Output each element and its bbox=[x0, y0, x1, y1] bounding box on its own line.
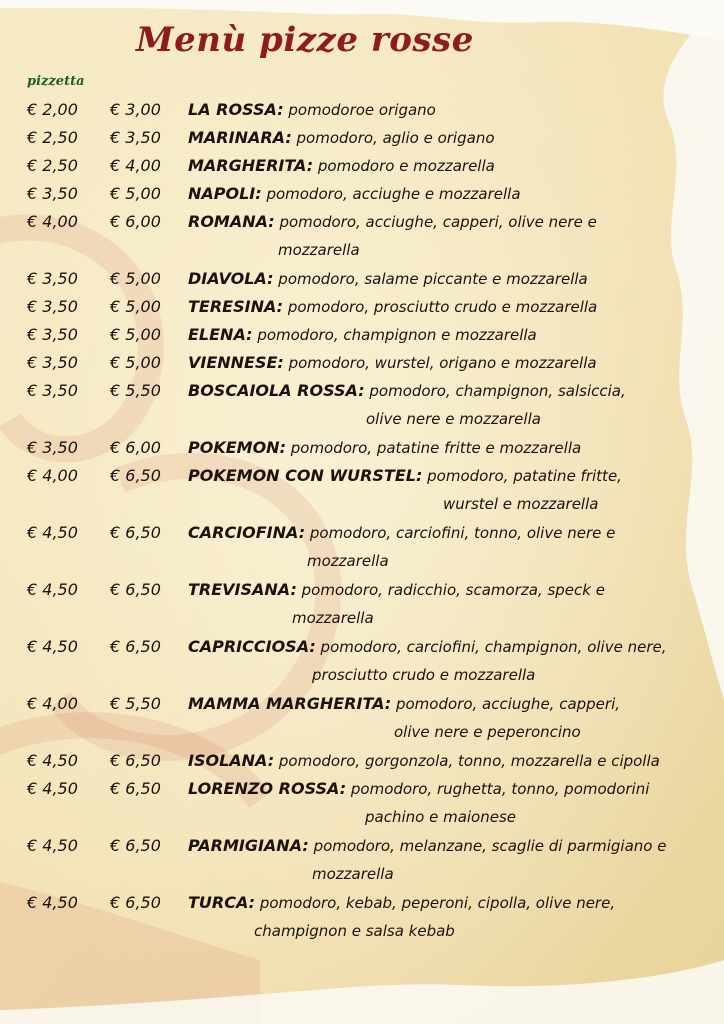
price-large: € 3,00 bbox=[110, 100, 161, 119]
pizza-ingredients: pomodoro, radicchio, scamorza, speck e bbox=[301, 581, 605, 599]
pizza-ingredients-continued: wurstel e mozzarella bbox=[443, 495, 599, 513]
menu-item bbox=[188, 836, 666, 856]
menu-item bbox=[188, 184, 521, 204]
price-small: € 4,50 bbox=[27, 523, 78, 542]
price-column-header: pizzetta bbox=[27, 74, 85, 89]
pizza-ingredients-continued: pachino e maionese bbox=[365, 808, 517, 826]
price-small: € 4,50 bbox=[27, 637, 78, 656]
price-small: € 3,50 bbox=[27, 381, 78, 400]
pizza-name: CAPRICCIOSA: bbox=[188, 637, 316, 656]
price-large: € 6,50 bbox=[110, 637, 161, 656]
menu-item bbox=[188, 325, 537, 345]
menu-item bbox=[188, 269, 588, 289]
pizza-ingredients-continued: mozzarella bbox=[292, 609, 374, 627]
pizza-name: NAPOLI: bbox=[188, 184, 262, 203]
pizza-ingredients-continued: champignon e salsa kebab bbox=[254, 922, 455, 940]
menu-item bbox=[188, 297, 597, 317]
pizza-ingredients-continued: prosciutto crudo e mozzarella bbox=[312, 666, 536, 684]
price-small: € 3,50 bbox=[27, 297, 78, 316]
price-small: € 2,50 bbox=[27, 156, 78, 175]
pizza-ingredients: pomodoro, gorgonzola, tonno, mozzarella e cipolla bbox=[278, 752, 660, 770]
menu-item bbox=[188, 523, 615, 543]
pizza-ingredients: pomodoro, salame piccante e mozzarella bbox=[278, 270, 588, 288]
menu-item bbox=[188, 637, 667, 657]
pizza-ingredients: pomodoro, melanzane, scaglie di parmigiano e bbox=[313, 837, 667, 855]
price-large: € 6,50 bbox=[110, 836, 161, 855]
pizza-name: POKEMON: bbox=[188, 438, 286, 457]
pizza-ingredients: pomodoroe origano bbox=[288, 101, 436, 119]
price-small: € 4,50 bbox=[27, 751, 78, 770]
menu-item bbox=[188, 381, 626, 401]
price-large: € 5,00 bbox=[110, 297, 161, 316]
pizza-name: BOSCAIOLA ROSSA: bbox=[188, 381, 365, 400]
menu-item bbox=[188, 100, 436, 120]
pizza-name: ELENA: bbox=[188, 325, 253, 344]
price-small: € 4,50 bbox=[27, 836, 78, 855]
price-small: € 3,50 bbox=[27, 269, 78, 288]
price-large: € 4,00 bbox=[110, 156, 161, 175]
price-large: € 5,50 bbox=[110, 381, 161, 400]
pizza-name: TERESINA: bbox=[188, 297, 284, 316]
price-small: € 4,00 bbox=[27, 466, 78, 485]
price-small: € 3,50 bbox=[27, 353, 78, 372]
price-small: € 4,50 bbox=[27, 580, 78, 599]
pizza-ingredients-continued: mozzarella bbox=[278, 241, 360, 259]
menu-title: Menù pizze rosse bbox=[136, 20, 474, 60]
pizza-name: LORENZO ROSSA: bbox=[188, 779, 347, 798]
pizza-name: MAMMA MARGHERITA: bbox=[188, 694, 392, 713]
menu-item bbox=[188, 694, 620, 714]
pizza-ingredients: pomodoro, aglio e origano bbox=[296, 129, 495, 147]
pizza-name: TURCA: bbox=[188, 893, 256, 912]
price-small: € 2,00 bbox=[27, 100, 78, 119]
pizza-ingredients: pomodoro e mozzarella bbox=[317, 157, 495, 175]
pizza-name: VIENNESE: bbox=[188, 353, 284, 372]
pizza-name: CARCIOFINA: bbox=[188, 523, 306, 542]
price-large: € 6,50 bbox=[110, 893, 161, 912]
price-small: € 3,50 bbox=[27, 438, 78, 457]
pizza-name: MARINARA: bbox=[188, 128, 292, 147]
price-large: € 6,50 bbox=[110, 779, 161, 798]
pizza-ingredients: pomodoro, champignon e mozzarella bbox=[257, 326, 537, 344]
pizza-ingredients: pomodoro, acciughe, capperi, bbox=[395, 695, 621, 713]
pizza-name: DIAVOLA: bbox=[188, 269, 274, 288]
menu-item bbox=[188, 466, 622, 486]
price-large: € 6,50 bbox=[110, 580, 161, 599]
pizza-ingredients: pomodoro, prosciutto crudo e mozzarella bbox=[287, 298, 598, 316]
pizza-name: POKEMON CON WURSTEL: bbox=[188, 466, 423, 485]
menu-item bbox=[188, 438, 581, 458]
pizza-ingredients: pomodoro, wurstel, origano e mozzarella bbox=[288, 354, 597, 372]
pizza-ingredients: pomodoro, carciofini, tonno, olive nere e bbox=[309, 524, 616, 542]
price-large: € 5,00 bbox=[110, 325, 161, 344]
menu-item bbox=[188, 212, 597, 232]
price-small: € 3,50 bbox=[27, 184, 78, 203]
menu-item bbox=[188, 580, 605, 600]
pizza-name: ISOLANA: bbox=[188, 751, 275, 770]
price-small: € 4,50 bbox=[27, 893, 78, 912]
menu-item bbox=[188, 156, 495, 176]
menu-item bbox=[188, 893, 615, 913]
pizza-ingredients-continued: olive nere e peperoncino bbox=[394, 723, 581, 741]
menu-item bbox=[188, 353, 597, 373]
pizza-ingredients-continued: olive nere e mozzarella bbox=[366, 410, 541, 428]
pizza-ingredients: pomodoro, acciughe, capperi, olive nere e bbox=[279, 213, 597, 231]
pizza-ingredients: pomodoro, patatine fritte e mozzarella bbox=[290, 439, 582, 457]
pizza-name: ROMANA: bbox=[188, 212, 275, 231]
pizza-ingredients-continued: mozzarella bbox=[312, 865, 394, 883]
menu-item bbox=[188, 751, 660, 771]
price-small: € 4,00 bbox=[27, 694, 78, 713]
price-small: € 3,50 bbox=[27, 325, 78, 344]
price-large: € 6,00 bbox=[110, 438, 161, 457]
price-large: € 3,50 bbox=[110, 128, 161, 147]
price-large: € 5,00 bbox=[110, 353, 161, 372]
price-large: € 6,50 bbox=[110, 523, 161, 542]
pizza-ingredients: pomodoro, rughetta, tonno, pomodorini bbox=[350, 780, 650, 798]
pizza-name: LA ROSSA: bbox=[188, 100, 284, 119]
menu-item bbox=[188, 779, 649, 799]
pizza-ingredients: pomodoro, champignon, salsiccia, bbox=[369, 382, 626, 400]
price-large: € 5,00 bbox=[110, 184, 161, 203]
price-large: € 5,00 bbox=[110, 269, 161, 288]
price-large: € 6,50 bbox=[110, 751, 161, 770]
pizza-name: TREVISANA: bbox=[188, 580, 297, 599]
pizza-ingredients: pomodoro, acciughe e mozzarella bbox=[266, 185, 521, 203]
price-small: € 4,50 bbox=[27, 779, 78, 798]
price-large: € 6,00 bbox=[110, 212, 161, 231]
price-large: € 6,50 bbox=[110, 466, 161, 485]
pizza-ingredients-continued: mozzarella bbox=[307, 552, 389, 570]
pizza-ingredients: pomodoro, carciofini, champignon, olive nere, bbox=[320, 638, 667, 656]
pizza-name: MARGHERITA: bbox=[188, 156, 314, 175]
pizza-name: PARMIGIANA: bbox=[188, 836, 309, 855]
menu-item bbox=[188, 128, 495, 148]
price-small: € 2,50 bbox=[27, 128, 78, 147]
price-large: € 5,50 bbox=[110, 694, 161, 713]
pizza-ingredients: pomodoro, kebab, peperoni, cipolla, olive nere, bbox=[259, 894, 616, 912]
pizza-ingredients: pomodoro, patatine fritte, bbox=[427, 467, 622, 485]
price-small: € 4,00 bbox=[27, 212, 78, 231]
